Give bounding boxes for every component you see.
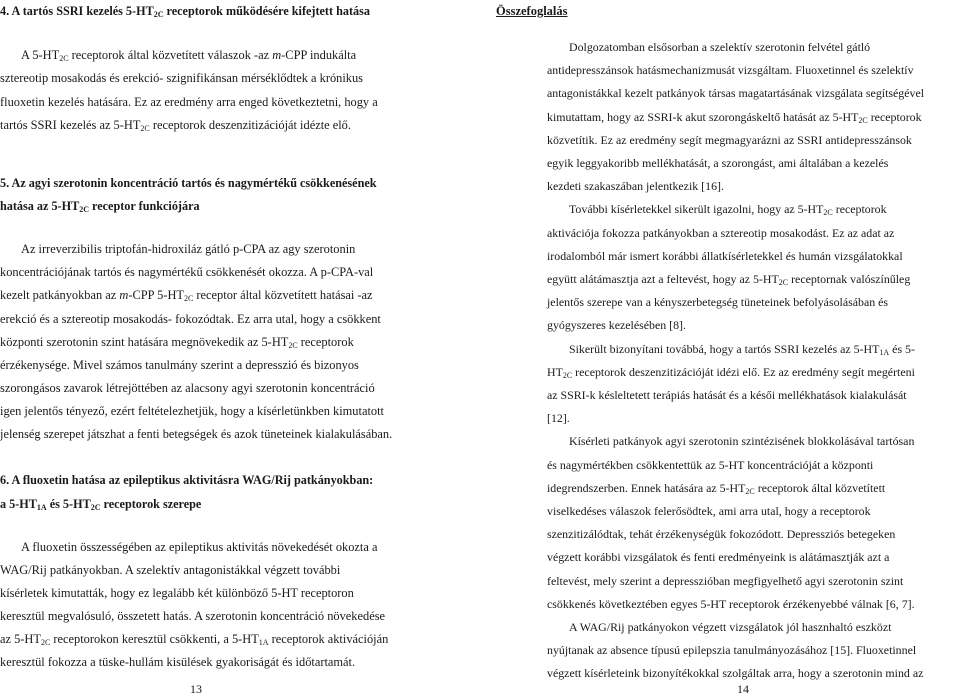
- heading-line: 6. A fluoxetin hatása az epileptikus aktivitásra WAG/Rij patkányokban:: [0, 473, 374, 487]
- summary-line: végzett korábbi vizsgálatok és fenti eredményeink is alátámasztják azt a: [547, 550, 890, 564]
- section-4-title: 4. A tartós SSRI kezelés $5-HT_{2C}$ receptorok működésére kifejtett hatása: [0, 4, 370, 19]
- text-line: koncentrációjának tartós és nagymértékű csökkenését okozza. A p-CPA-val: [0, 265, 374, 279]
- summary-line: irodalomból már ismert korábbi állatkísérletekkel és humán vizsgálatokkal: [547, 249, 903, 263]
- summary-line: szenzitizálódtak, tehát érzékenységük fokozódott. Depressziós betegeken: [547, 527, 896, 541]
- heading-line: 5. Az agyi szerotonin koncentráció tartós és nagymértékű csökkenésének: [0, 176, 377, 190]
- summary-line: $HT_{2C}$ receptorok deszenzitizációját idézi elő. Ez az eredmény segít megérteni: [547, 365, 915, 380]
- text-line: tartós SSRI kezelés az $5-HT_{2C}$ receptorok deszenzitizációját idézte elő.: [0, 118, 351, 133]
- text-line: szorongásos zavarok létrejöttében az alacsony agyi szerotonin koncentráció: [0, 381, 375, 395]
- page-number-left: 13: [190, 682, 202, 696]
- summary-line: és nagymértékben csökkentettük az 5-HT koncentrációját a központi: [547, 458, 874, 472]
- heading-line: hatása az $5-HT_{2C}$ receptor funkciójára: [0, 199, 200, 214]
- summary-line: idegrendszerben. Ennek hatására az $5-HT_{2C}$ receptorok által közvetített: [547, 481, 886, 496]
- text-line: érzékenysége. Mivel számos tanulmány szerint a depresszió és bizonyos: [0, 358, 359, 372]
- summary-line: az SSRI-k késleltetett terápiás hatását és a késői mellékhatások kialakulását: [547, 388, 907, 402]
- summary-line: jelentős szerepe van a kényszerbetegség tüneteinek befolyásolásában és: [547, 295, 889, 309]
- summary-line: viselkedéses válaszok felerősödtek, ami arra utal, hogy a receptorok: [547, 504, 871, 518]
- summary-title: Összefoglalás: [496, 4, 568, 18]
- heading-line: a $5-HT_{1A}$ és $5-HT_{2C}$ receptorok szerepe: [0, 497, 202, 512]
- summary-line: antidepresszánsok hatásmechanizmusát vizsgáltam. Fluoxetinnel és szelektív: [547, 63, 914, 77]
- summary-line: végzett kísérleteink bizonyítékokkal szolgáltak arra, hogy a szerotonin mind az: [547, 666, 924, 680]
- text-line: igen jelentős tényező, ezért feltételezhetjük, hogy a kísérletünkben kimutatott: [0, 404, 384, 418]
- summary-line: együtt alátámasztja azt a feltevést, hogy az $5-HT_{2C}$ receptornak valószínűleg: [547, 272, 911, 287]
- text-line: kísérletek kimutatták, hogy ez legalább két különböző 5-HT receptoron: [0, 586, 354, 600]
- summary-line: közvetítik. Ez az eredmény segít megmagyarázni az SSRI antidepresszánsok: [547, 133, 912, 147]
- text-line: az $5-HT_{2C}$ receptorokon keresztül csökkenti, a $5-HT_{1A}$ receptorok aktivációján: [0, 632, 389, 647]
- text-line: WAG/Rij patkányokban. A szelektív antagonistákkal végzett további: [0, 563, 341, 577]
- summary-line: Dolgozatomban elsősorban a szelektív szerotonin felvétel gátló: [569, 40, 871, 54]
- text-line: A $5-HT_{2C}$ receptorok által közvetített válaszok -az m-CPP indukálta: [21, 48, 357, 63]
- text-line: jelenség szerepet játszhat a fenti betegségek és azok tüneteinek kialakulásában.: [0, 427, 393, 441]
- text-line: Az irreverzibilis triptofán-hidroxiláz gátló p-CPA az agy szerotonin: [21, 242, 356, 256]
- summary-line: Sikerült bizonyítani továbbá, hogy a tartós SSRI kezelés az $5-HT_{1A}$ és 5-: [569, 342, 915, 357]
- text-line: erekció és a sztereotip mosakodás- fokozódtak. Ez arra utal, hogy a csökkent: [0, 312, 381, 326]
- page-number-right: 14: [737, 682, 749, 696]
- summary-line: kezdeti szakaszában jelentkezik [16].: [547, 179, 724, 193]
- text-line: keresztül megvalósuló, összetett hatás. A szerotonin koncentráció növekedése: [0, 609, 386, 623]
- text-line: sztereotip mosakodás és erekció- szignifikánsan mérséklődtek a krónikus: [0, 71, 364, 85]
- text-line: központi szerotonin szint hatására megnövekedik az $5-HT_{2C}$ receptorok: [0, 335, 354, 350]
- text-line: A fluoxetin összességében az epileptikus aktivitás növekedését okozta a: [21, 540, 378, 554]
- summary-line: nyújtanak az absence típusú epilepszia tanulmányozásához [15]. Fluoxetinnel: [547, 643, 917, 657]
- summary-line: aktivációja fokozza patkányokban a sztereotip mosakodást. Ez az adat az: [547, 226, 895, 240]
- summary-line: csökkenés következtében egyes 5-HT receptorok érzékenyebbé válnak [6, 7].: [547, 597, 915, 611]
- text-line: keresztül fokozza a tüske-hullám kisülések gyakoriságát és időtartamát.: [0, 655, 356, 669]
- summary-line: kimutattam, hogy az SSRI-k akut szorongáskeltő hatását az $5-HT_{2C}$ receptorok: [547, 110, 922, 125]
- text-line: kezelt patkányokban az m-CPP $5-HT_{2C}$ receptor által közvetített hatásai -az: [0, 288, 373, 303]
- summary-line: egyik leggyakoribb mellékhatását, a szorongást, ami általában a kezelés: [547, 156, 889, 170]
- summary-line: feltevést, mely szerint a depresszióban megfigyelhető agyi szerotonin szint: [547, 574, 904, 588]
- summary-line: További kísérletekkel sikerült igazolni, hogy az $5-HT_{2C}$ receptorok: [569, 202, 887, 217]
- summary-line: Kísérleti patkányok agyi szerotonin szintézisének blokkolásával tartósan: [569, 434, 915, 448]
- summary-line: A WAG/Rij patkányokon végzett vizsgálatok jól hasznhaltó eszközt: [569, 620, 892, 634]
- summary-line: antagonistákkal kezelt patkányok társas magatartásának vizsgálata segítségével: [547, 86, 925, 100]
- summary-line: [12].: [547, 411, 570, 425]
- summary-line: gyógyszeres kezelésében [8].: [547, 318, 686, 332]
- text-line: fluoxetin kezelés hatására. Ez az eredmény arra enged következtetni, hogy a: [0, 95, 378, 109]
